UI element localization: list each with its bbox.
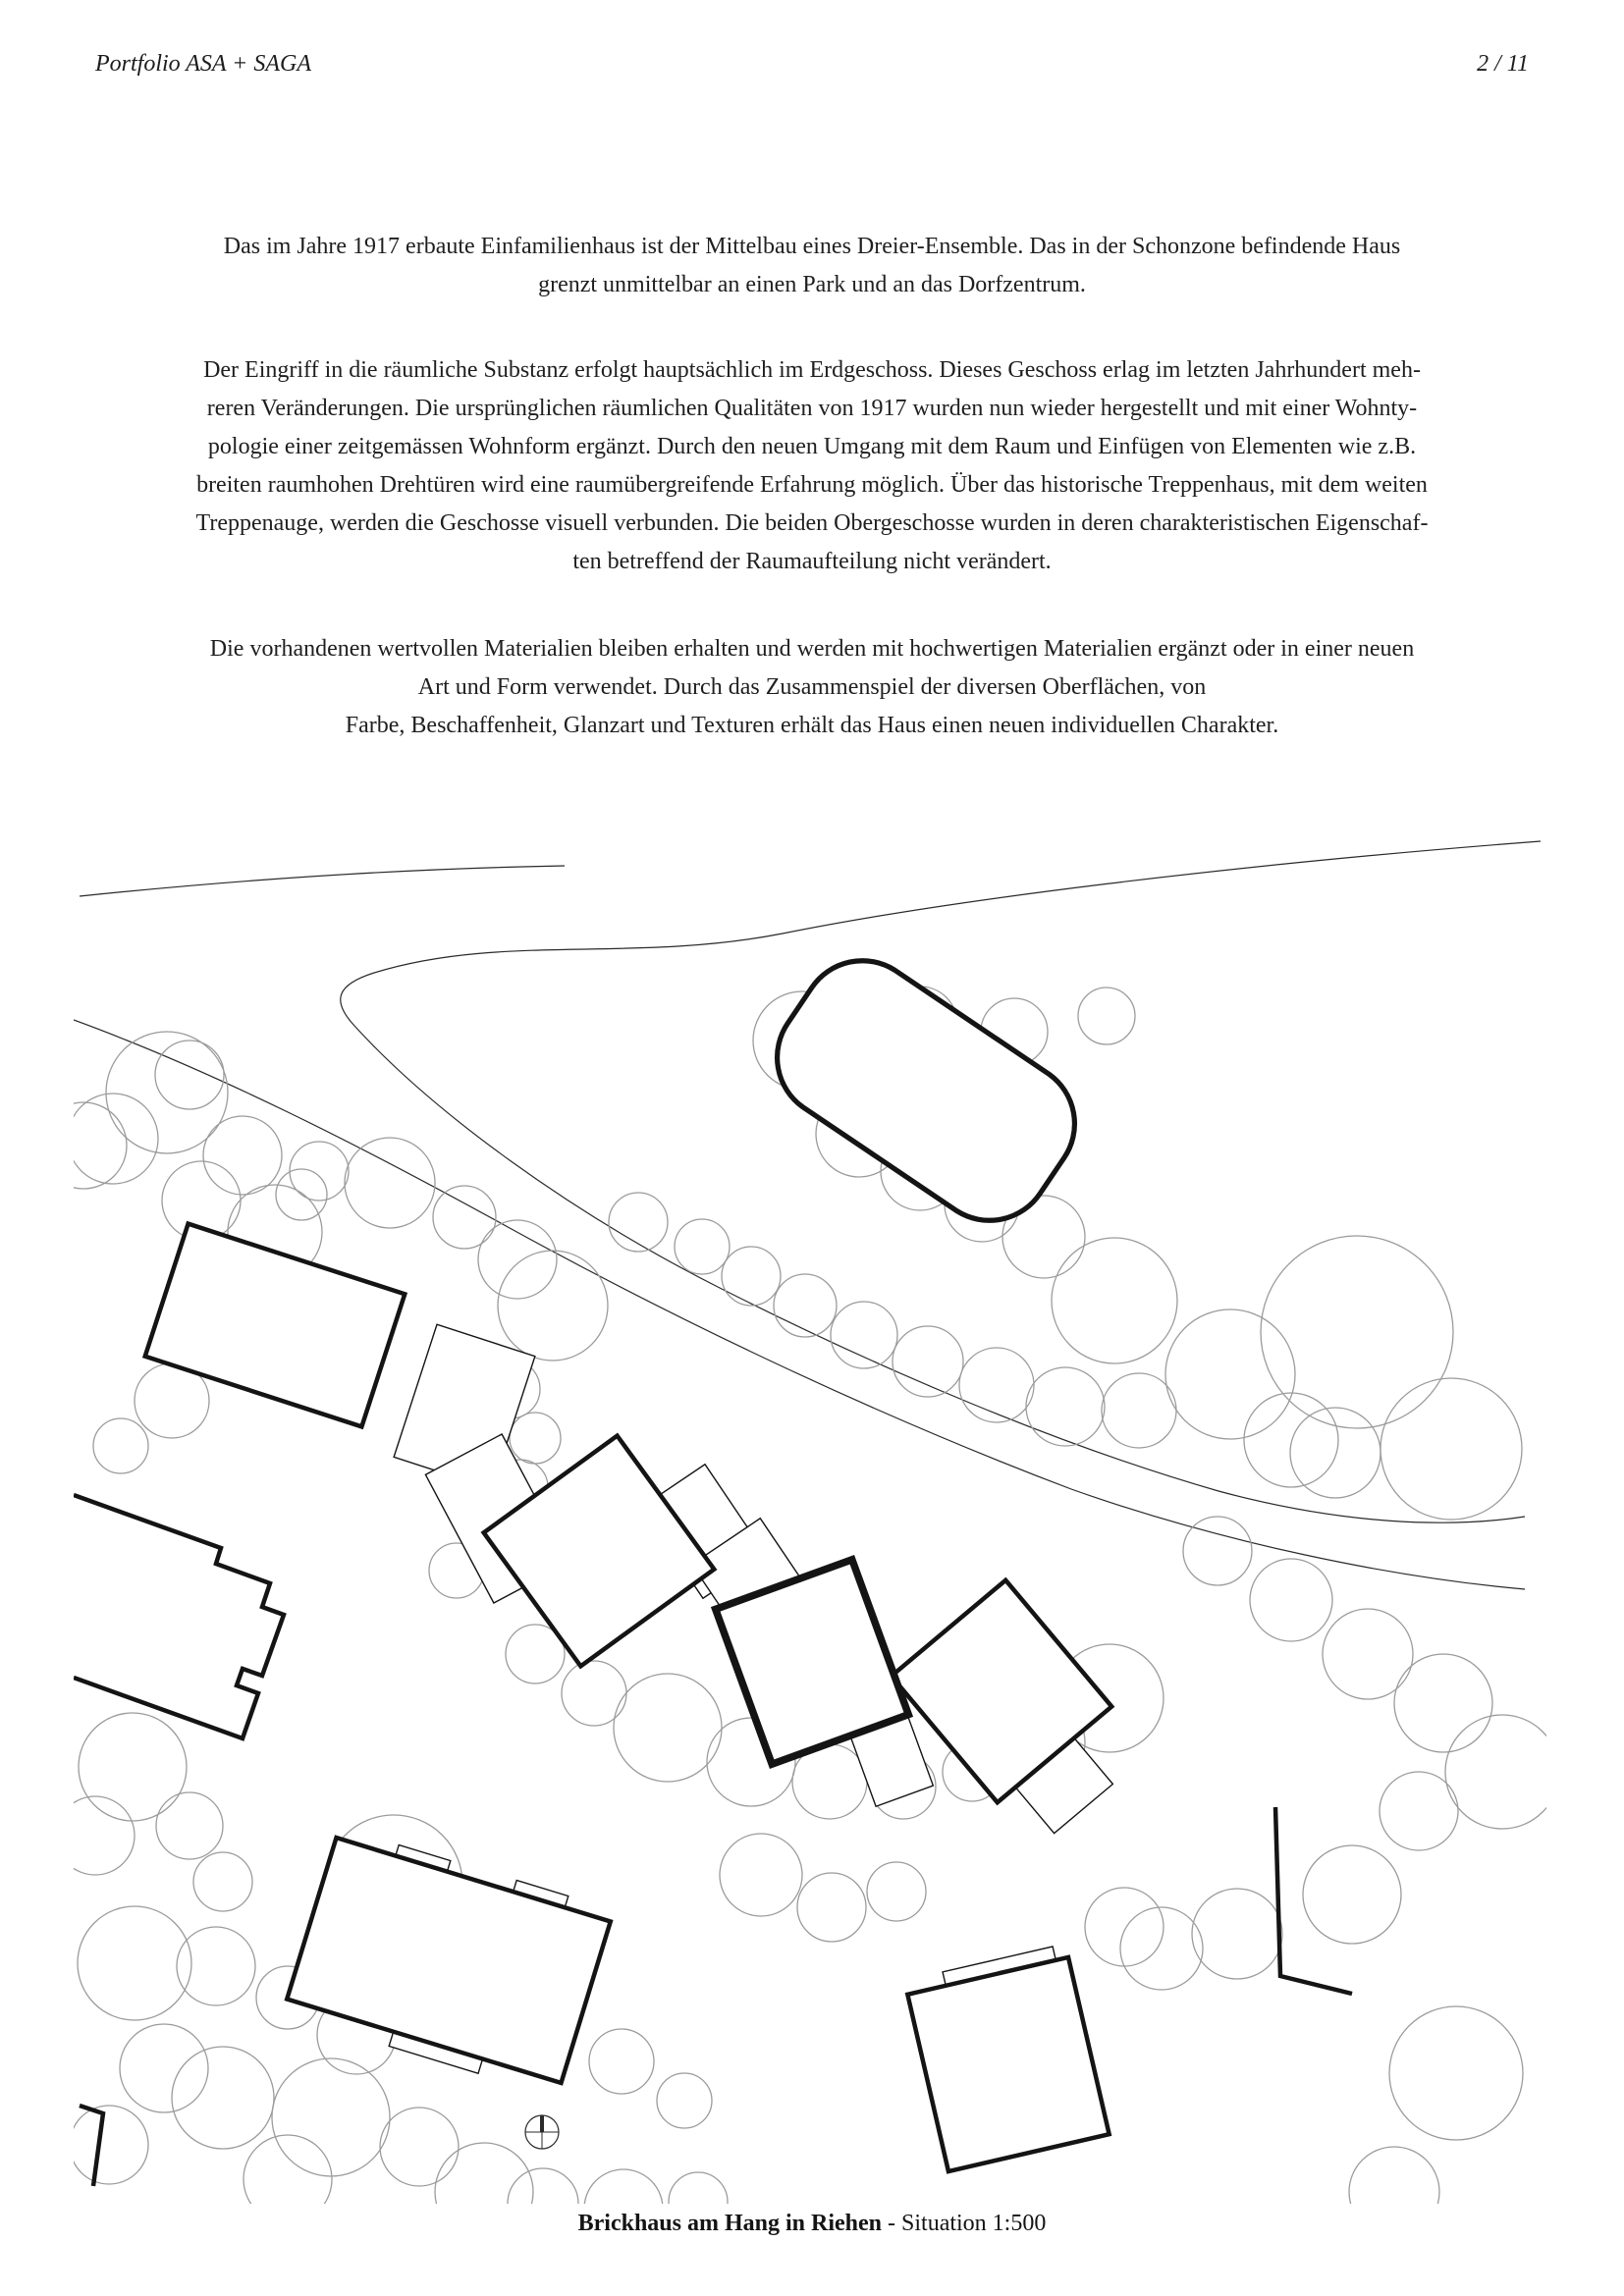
text-line: grenzt unmittelbar an einen Park und an das Dorfzentrum. [538, 272, 1086, 297]
tree-circle [669, 2172, 728, 2204]
tree-circle [797, 1873, 866, 1942]
tree-circle [774, 1274, 837, 1337]
tree-circle [1052, 1238, 1177, 1363]
tree-circle [1120, 1907, 1203, 1990]
plan-scale-label: - Situation 1:500 [882, 2211, 1047, 2236]
tree-circle [614, 1674, 722, 1782]
tree-circle [1380, 1378, 1522, 1520]
paragraph-eingriff [90, 351, 1534, 581]
tree-circle [1244, 1393, 1338, 1487]
text-line: Farbe, Beschaffenheit, Glanzart und Texturen erhält das Haus einen neuen individuellen Charakter. [345, 713, 1279, 738]
house-southeast [907, 1957, 1109, 2171]
tree-circle [433, 1186, 496, 1249]
partial-building-east [1275, 1807, 1352, 1994]
page-number: 2 / 11 [1477, 51, 1529, 77]
tree-circle [1349, 2147, 1439, 2204]
tree-circle [345, 1138, 435, 1228]
site-plan [74, 839, 1546, 2204]
tree-circle [120, 2024, 208, 2112]
tree-circle [74, 1102, 127, 1189]
house-row-1 [145, 1224, 406, 1427]
tree-circle [177, 1927, 255, 2005]
tree-circle [498, 1251, 608, 1361]
tree-circle [1183, 1517, 1252, 1585]
tree-circle [893, 1326, 963, 1397]
project-title: Brickhaus am Hang in Riehen [577, 2211, 883, 2236]
tree-circle [74, 1796, 135, 1875]
text-line: Das im Jahre 1917 erbaute Einfamilienhaus ist der Mittelbau eines Dreier-Ensemble. Das in der Schonzone befindende Haus [223, 234, 1401, 259]
stepped-building-west [74, 1495, 284, 1738]
tree-circle [156, 1792, 223, 1859]
text-line: reren Veränderungen. Die ursprünglichen räumlichen Qualitäten von 1917 wurden nun wieder hergestellt und mit einer Wohnty- [206, 396, 1418, 421]
text-line: ten betreffend der Raumaufteilung nicht verändert. [572, 549, 1052, 574]
tree-circle [74, 2106, 148, 2184]
tree-circle [1102, 1373, 1176, 1448]
plan-caption [0, 2211, 1624, 2237]
tree-circle [1078, 988, 1135, 1044]
text-line: Die vorhandenen wertvollen Materialien bleiben erhalten und werden mit hochwertigen Materialien ergänzt oder in einer neuen [209, 636, 1415, 662]
text-line: Art und Form verwendet. Durch das Zusammenspiel der diversen Oberflächen, von [417, 674, 1207, 700]
text-line: breiten raumhohen Drehtüren wird eine raumübergreifende Erfahrung möglich. Über das historische Treppenhaus, mit dem weiten [196, 472, 1428, 498]
site-plan-svg [74, 839, 1546, 2204]
tree-circle [584, 2169, 663, 2204]
tree-circle [722, 1247, 781, 1306]
rounded-hall [754, 937, 1099, 1245]
tree-circle [1445, 1715, 1546, 1829]
tree-circle [272, 2058, 390, 2176]
tree-circle [959, 1348, 1034, 1422]
tree-circle [193, 1852, 252, 1911]
tree-circle [78, 1906, 191, 2020]
tree-circle [1165, 1309, 1295, 1439]
tree-circle [93, 1418, 148, 1473]
tree-circle [1192, 1889, 1282, 1979]
tree-circle [1323, 1609, 1413, 1699]
tree-circle [435, 2143, 533, 2204]
tree-circle [867, 1862, 926, 1921]
tree-circle [657, 2073, 712, 2128]
tree-circle [562, 1661, 626, 1726]
text-line: Treppenauge, werden die Geschosse visuell verbunden. Die beiden Obergeschosse wurden in deren charakteristischen Eigenschaf- [195, 510, 1429, 536]
tree-circle [1085, 1888, 1164, 1966]
tree-circle [1290, 1408, 1380, 1498]
tree-circle [244, 2135, 332, 2204]
tree-circle [831, 1302, 897, 1368]
tree-circle [74, 1094, 158, 1184]
page-header [95, 51, 1529, 78]
tree-circle [1250, 1559, 1332, 1641]
tree-circle [172, 2047, 274, 2149]
tree-circle [1303, 1845, 1401, 1944]
tree-circle [155, 1041, 224, 1109]
tree-circle [380, 2108, 459, 2186]
tree-circle [720, 1834, 802, 1916]
text-line: Der Eingriff in die räumliche Substanz erfolgt hauptsächlich im Erdgeschoss. Dieses Geschoss erlag im letzten Jahrhundert meh- [203, 357, 1421, 383]
tree-circle [675, 1219, 730, 1274]
tree-circle [1389, 2006, 1523, 2140]
tree-circle [79, 1713, 187, 1821]
tree-circle [510, 1413, 561, 1464]
tree-circle [1380, 1772, 1458, 1850]
tree-circle [609, 1193, 668, 1252]
road-line [80, 866, 565, 896]
document-title: Portfolio ASA + SAGA [95, 51, 311, 77]
paragraph-intro [90, 228, 1534, 304]
tree-circle [1394, 1654, 1492, 1752]
tree-circle [589, 2029, 654, 2094]
house-south [287, 1838, 611, 2083]
tree-circle [508, 2168, 578, 2204]
tree-circle [1026, 1367, 1105, 1446]
tree-circle [203, 1116, 282, 1195]
paragraph-materialien [90, 630, 1534, 745]
text-line: pologie einer zeitgemässen Wohnform ergänzt. Durch den neuen Umgang mit dem Raum und Einfügen von Elementen wie z.B. [207, 434, 1417, 459]
